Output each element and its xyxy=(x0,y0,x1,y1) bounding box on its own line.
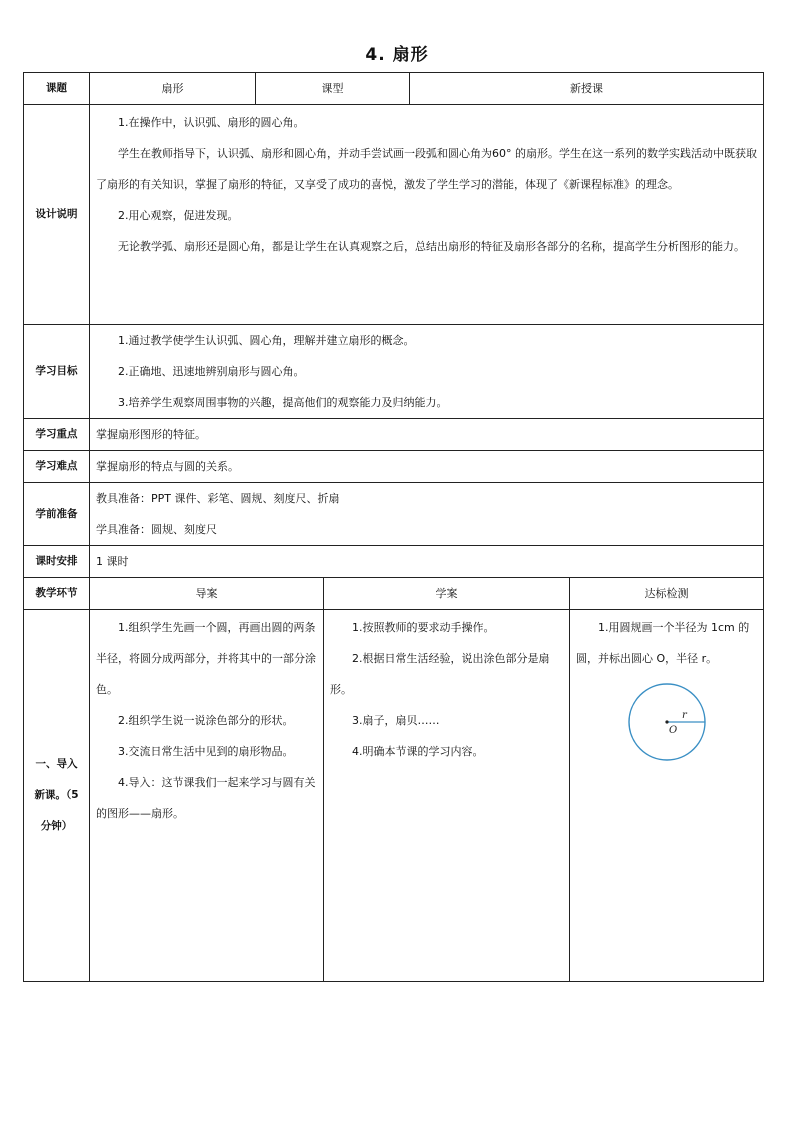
goal-line: 1.通过教学使学生认识弧、圆心角，理解并建立扇形的概念。 xyxy=(118,334,415,347)
difficulty-value: 掌握扇形的特点与圆的关系。 xyxy=(90,451,764,483)
section-header-row xyxy=(24,578,764,610)
section-1-row xyxy=(24,610,764,982)
schedule-label: 课时安排 xyxy=(24,546,90,578)
section-1-guide xyxy=(90,610,324,982)
study-line: 2.根据日常生活经验，说出涂色部分是扇形。 xyxy=(330,652,550,696)
radius-label: r xyxy=(681,710,687,721)
schedule-value: 1 课时 xyxy=(90,546,764,578)
design-row xyxy=(24,105,764,325)
study-line: 3.扇子，扇贝…… xyxy=(352,714,440,727)
design-line: 2.用心观察，促进发现。 xyxy=(118,209,239,222)
section-header-label: 教学环节 xyxy=(24,578,90,610)
section-1-label-line: 一、导入 xyxy=(35,758,78,770)
key-point-row xyxy=(24,419,764,451)
goals-row xyxy=(24,325,764,419)
design-label: 设计说明 xyxy=(24,105,90,325)
type-label: 课型 xyxy=(256,73,410,105)
document-title: 4. 扇形 xyxy=(365,45,429,65)
topic-row xyxy=(24,73,764,105)
key-point-value: 掌握扇形图形的特征。 xyxy=(90,419,764,451)
section-1-study xyxy=(324,610,570,982)
center-label: O xyxy=(668,725,677,736)
key-point-label: 学习重点 xyxy=(24,419,90,451)
section-1-label xyxy=(24,610,90,982)
goals-content xyxy=(90,325,764,419)
goal-line: 2.正确地、迅速地辨别扇形与圆心角。 xyxy=(118,365,305,378)
section-1-label-line: 新课。（5 xyxy=(34,789,79,801)
type-value: 新授课 xyxy=(410,73,764,105)
lesson-plan-table xyxy=(23,72,764,982)
column-header-study: 学案 xyxy=(324,578,570,610)
study-line: 4.明确本节课的学习内容。 xyxy=(352,745,484,758)
column-header-check: 达标检测 xyxy=(570,578,764,610)
guide-line: 3.交流日常生活中见到的扇形物品。 xyxy=(118,745,294,758)
prep-label: 学前准备 xyxy=(24,483,90,546)
goal-line: 3.培养学生观察周围事物的兴趣，提高他们的观察能力及归纳能力。 xyxy=(118,396,448,409)
design-line: 学生在教师指导下，认识弧、扇形和圆心角，并动手尝试画一段弧和圆心角为60° 的扇形。学生在这一系列的数学实践活动中既获取了扇形的有关知识，掌握了扇形的特征，又享受了成功的喜悦，激发了学生学习的潜能，体现了《新课程标准》的理念。 xyxy=(96,147,757,191)
topic-label: 课题 xyxy=(24,73,90,105)
circle-figure xyxy=(576,680,757,776)
topic-value: 扇形 xyxy=(90,73,256,105)
prep-content xyxy=(90,483,764,546)
section-1-label-line: 分钟） xyxy=(40,820,73,832)
center-point xyxy=(665,720,668,723)
difficulty-row xyxy=(24,451,764,483)
design-line: 1.在操作中，认识弧、扇形的圆心角。 xyxy=(118,116,305,129)
schedule-row xyxy=(24,546,764,578)
prep-line: 教具准备：PPT 课件、彩笔、圆规、刻度尺、折扇 xyxy=(96,492,340,505)
design-line: 无论教学弧、扇形还是圆心角，都是让学生在认真观察之后，总结出扇形的特征及扇形各部分的名称，提高学生分析图形的能力。 xyxy=(118,240,745,253)
goals-label: 学习目标 xyxy=(24,325,90,419)
guide-line: 1.组织学生先画一个圆，再画出圆的两条半径，将圆分成两部分，并将其中的一部分涂色。 xyxy=(96,621,316,696)
circle-diagram xyxy=(625,680,709,764)
section-1-check xyxy=(570,610,764,982)
difficulty-label: 学习难点 xyxy=(24,451,90,483)
design-content xyxy=(90,105,764,325)
guide-line: 4.导入：这节课我们一起来学习与圆有关的图形——扇形。 xyxy=(96,776,316,820)
column-header-guide: 导案 xyxy=(90,578,324,610)
prep-row xyxy=(24,483,764,546)
check-line: 1.用圆规画一个半径为 1cm 的圆，并标出圆心 O，半径 r。 xyxy=(576,621,750,665)
guide-line: 2.组织学生说一说涂色部分的形状。 xyxy=(118,714,294,727)
prep-line: 学具准备：圆规、刻度尺 xyxy=(96,523,217,536)
study-line: 1.按照教师的要求动手操作。 xyxy=(352,621,495,634)
